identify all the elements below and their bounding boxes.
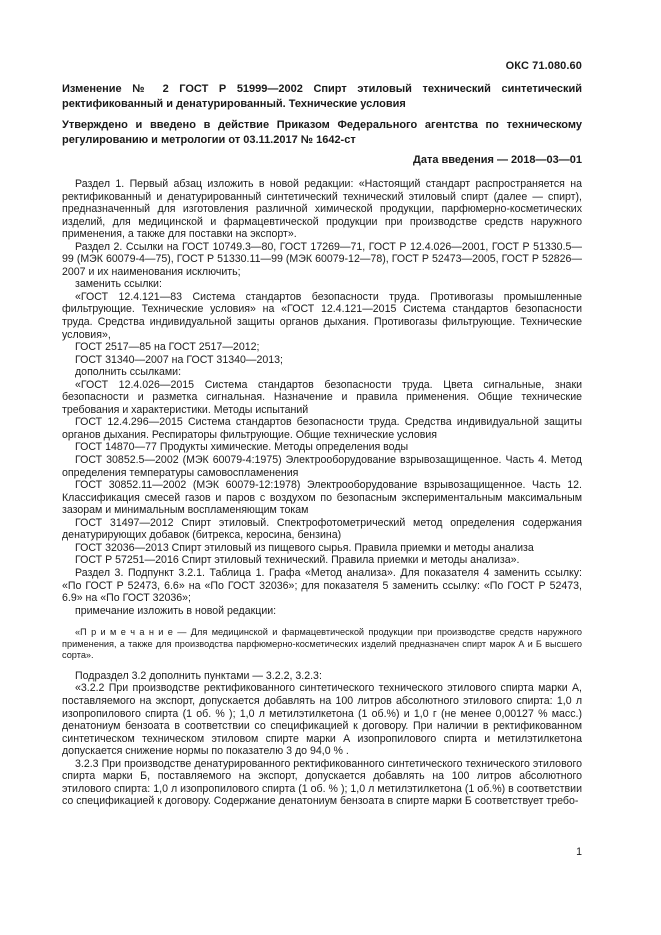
paragraph-ref-gost-32036: ГОСТ 32036—2013 Спирт этиловый из пищевого сырья. Правила приемки и методы анализа	[75, 541, 534, 554]
paragraph-3-2-3: 3.2.3 При производстве денатурированного ректификованного синтетического технического этилового спирта марки Б, поставляемого на экспорт, допускается добавлять на 100 литров абсолютного этилового спирта: 1,0 л изопропилового спирта (1 об. % ); 1,0 л метилэтилкетона (1 об.%) в соответствии со спецификацией к договору. Содержание денатониум бензоата в спирте марки Б соответствует требо-	[62, 757, 582, 808]
paragraph-subsection-3-2: Подраздел 3.2 дополнить пунктами — 3.2.2, 3.2.3:	[75, 669, 322, 682]
okc-code: ОКС 71.080.60	[505, 60, 582, 72]
paragraph-ref-gost-14870: ГОСТ 14870—77 Продукты химические. Методы определения воды	[75, 441, 409, 454]
paragraph-section2: Раздел 2. Ссылки на ГОСТ 10749.3—80, ГОСТ 17269—71, ГОСТ Р 12.4.026—2001, ГОСТ Р 51330.5—99 (МЭК 60079-4—75), ГОСТ Р 51330.11—99 (МЭК 60079-12—78), ГОСТ Р 52473—2005, ГОСТ Р 52826—2007 и их наименования исключить;	[62, 240, 582, 278]
document-body	[62, 178, 582, 808]
paragraph-ref-gost-2517: ГОСТ 2517—85 на ГОСТ 2517—2012;	[75, 341, 260, 354]
paragraph-ref-gost-12-4-296: ГОСТ 12.4.296—2015 Система стандартов безопасности труда. Средства индивидуальной защиты органов дыхания. Респираторы фильтрующие. Общие технические условия	[62, 416, 582, 441]
amendment-title: Изменение № 2 ГОСТ Р 51999—2002 Спирт этиловый технический синтетический ректификованный и денатурированный. Технические условия	[62, 83, 582, 110]
paragraph-ref-gost-12-4-121: «ГОСТ 12.4.121—83 Система стандартов безопасности труда. Противогазы промышленные фильтрующие. Технические условия» на «ГОСТ 12.4.121—2015 Система стандартов безопасности труда. Средства индивидуальной защиты органов дыхания. Противогазы фильтрующие. Технические условия»,	[62, 290, 582, 341]
paragraph-ref-gost-31340: ГОСТ 31340—2007 на ГОСТ 31340—2013;	[75, 353, 283, 366]
paragraph-note-intro: примечание изложить в новой редакции:	[75, 604, 277, 617]
document-page	[62, 0, 582, 935]
paragraph-replace-refs: заменить ссылки:	[75, 278, 162, 291]
paragraph-add-refs: дополнить ссылками:	[75, 366, 182, 379]
paragraph-section3: Раздел 3. Подпункт 3.2.1. Таблица 1. Графа «Метод анализа». Для показателя 4 заменить ссылку: «По ГОСТ Р 52473, 6.6» на «По ГОСТ 32036»; для показателя 5 заменить ссылку: «По ГОСТ Р 52473, 6.9» на «По ГОСТ 32036»;	[62, 566, 582, 605]
paragraph-ref-gost-r-57251: ГОСТ Р 57251—2016 Спирт этиловый технический. Правила приемки и методы анализа».	[75, 554, 520, 567]
paragraph-ref-gost-30852-11: ГОСТ 30852.11—2002 (МЭК 60079-12:1978) Электрооборудование взрывозащищенное. Часть 12. Классификация смесей газов и паров с воздухом по безопасным экспериментальным максимальным зазорам и минимальным воспламеняющим токам	[62, 479, 582, 517]
paragraph-ref-gost-12-4-026: «ГОСТ 12.4.026—2015 Система стандартов безопасности труда. Цвета сигнальные, знаки безопасности и разметка сигнальная. Назначение и правила применения. Общие технические требования и характеристики. Методы испытаний	[62, 378, 582, 416]
note-paragraph: «П р и м е ч а н и е — Для медицинской и фармацевтической продукции при производстве средств наружного применения, а также для производства парфюмерно-косметических изделий предназначен спирт марок А и Б высшего сорта».	[62, 627, 582, 661]
paragraph-section1: Раздел 1. Первый абзац изложить в новой редакции: «Настоящий стандарт распространяется на ректификованный и денатурированный синтетический технический этиловый спирт (далее — спирт), предназначенный для изготовления различной химической продукции, парфюмерно-косметических изделий, для медицинской и фармацевтической продукции при производстве средств наружного применения, а также для поставки на экспорт».	[62, 178, 582, 241]
approval-statement: Утверждено и введено в действие Приказом Федерального агентства по техническому регулированию и метрологии от 03.11.2017 № 1642-ст	[62, 119, 582, 146]
effective-date: Дата введения — 2018—03—01	[413, 154, 582, 166]
paragraph-ref-gost-31497: ГОСТ 31497—2012 Спирт этиловый. Спектрофотометрический метод определения содержания денатурирующих добавок (битрекса, керосина, бензина)	[62, 516, 582, 542]
page-number: 1	[576, 846, 582, 858]
paragraph-3-2-2: «3.2.2 При производстве ректификованного синтетического технического этилового спирта марки А, поставляемого на экспорт, допускается добавлять на 100 литров абсолютного этилового спирта: 1,0 л изопропилового спирта (1 об. % ); 1,0 л метилэтилкетона (1 об.%) и 1,0 г (не менее 0,00127 % масс.) денатониум бензоата в соответствии со спецификацией к договору. При наличии в ректификованном синтетическом техническом этиловом спирте марки А изопропилового спирта и метилэтилкетона допускается снижение нормы по показателю 3 до 94,0 % .	[62, 682, 582, 758]
paragraph-ref-gost-30852-5: ГОСТ 30852.5—2002 (МЭК 60079-4:1975) Электрооборудование взрывозащищенное. Часть 4. Метод определения температуры самовоспламенения	[62, 454, 582, 479]
